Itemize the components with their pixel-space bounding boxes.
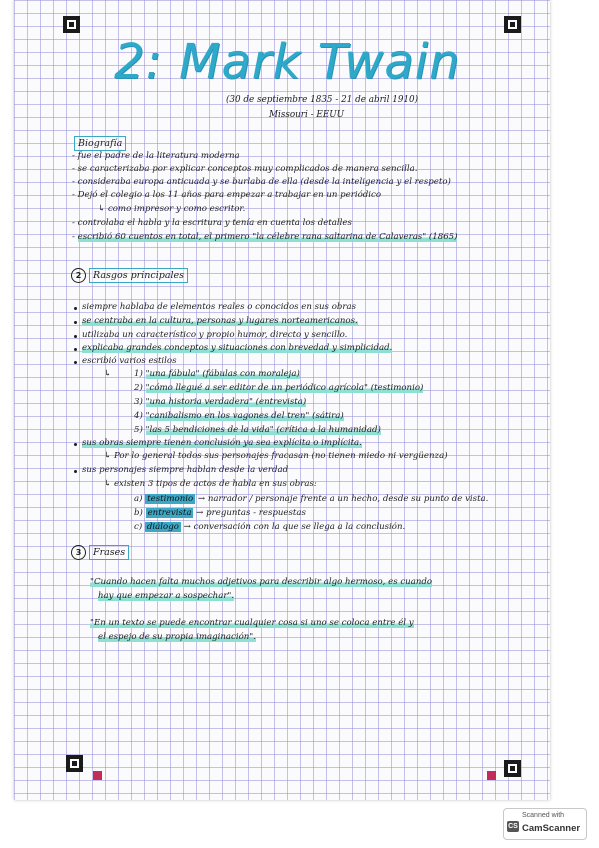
- bullet: [74, 361, 77, 364]
- style-example: "cómo llegué a ser editor de un periódico agrícola" (testimonio): [145, 383, 424, 393]
- corner-marker-top-left: [63, 16, 80, 33]
- speech-act-desc: preguntas - respuestas: [206, 508, 306, 518]
- place: Missouri - EEUU: [269, 110, 345, 120]
- speech-act-desc: narrador / personaje frente a un hecho, desde su punto de vista.: [207, 494, 489, 504]
- camscanner-logo-icon: CS: [508, 823, 518, 830]
- dates: (30 de septiembre 1835 - 21 de abril 1910): [226, 95, 419, 105]
- rasgo-item: Por lo general todos sus personajes fracasan (no tienen miedo ni vergüenza): [113, 451, 448, 461]
- bullet: [74, 348, 77, 351]
- section-heading-rasgos: Rasgos principales: [89, 268, 188, 283]
- bullet: [74, 335, 77, 338]
- corner-marker-top-right: [504, 16, 521, 33]
- bio-item: controlaba el habla y la escritura y tenía en cuenta los detalles: [77, 218, 352, 228]
- pink-dot-right: [487, 771, 496, 780]
- quote-1-line-1: "Cuando hacen falta muchos adjetivos para describir algo hermoso, es cuando: [90, 577, 433, 587]
- speech-act-desc: conversación con la que se llega a la conclusión.: [193, 522, 406, 532]
- rasgo-item: sus obras siempre tienen conclusión ya sea explícita o implícita.: [82, 438, 362, 448]
- camscanner-watermark: [503, 808, 587, 840]
- list-marker: 3): [134, 397, 143, 407]
- style-example: "una historia verdadera" (entrevista): [145, 397, 307, 407]
- quote-2-line-1: "En un texto se puede encontrar cualquier cosa si uno se coloca entre él y: [90, 618, 414, 628]
- corner-marker-bottom-left: [66, 755, 83, 772]
- page-title: 2: Mark Twain: [114, 34, 461, 90]
- notebook-page: 2: Mark Twain (30 de septiembre 1835 - 21 de abril 1910) Missouri - EEUU Biografía - fue el padre de la literatura moderna - se caracterizaba por explicar conceptos muy complicados de manera sencilla. - consideraba europa anticuada y se burlaba de ella (desde la inteligencia y el respeto) - Dejó el colegio a los 11 años para empezar a trabajar en un periódico ↳ como impresor y como escritor. - controlaba el habla y la escritura y tenía en cuenta los detalles - escribió 60 cuentos en total, el primero "la célebre rana saltarina de Calaveras" (1865) 2 Rasgos principales siempre hablaba de elementos reales o conocidos en sus obras se centraba en la cultura, personas y lugares norteamericanos. utilizaba un característico y propio humor, directo y sencillo. explicaba grandes conceptos y situaciones con brevedad y simplicidad. escribió varios estilos ↳ 1) "una fábula" (fábulas con moraleja) 2) "cómo llegué a ser editor de un periódico agrícola" (testimonio) 3) "una historia verdadera" (entrevista) 4) "canibalismo en los vagones del tren" (sátira) 5) "las 5 bendiciones de la vida" (crítica a la humanidad) sus obras siempre tienen conclusión ya sea explícita o implícita. ↳ Por lo general todos sus personajes fracasan (no tienen miedo ni vergüenza) sus personajes siempre hablan desde la verdad ↳ existen 3 tipos de actos de habla en sus obras: a) testimonio → narrador / personaje frente a un hecho, desde su punto de vista. b) entrevista → preguntas - respuestas c) diálogo → conversación con la que se llega a la conclusión. 3 Frases "Cuando hacen falta muchos adjetivos para describir algo hermoso, es cuando hay que empezar a sospechar". "En un texto se puede encontrar cualquier cosa si uno se coloca entre él y el espejo de su propia imaginación".: [14, 0, 550, 800]
- speech-act-type: entrevista: [147, 508, 192, 518]
- bullet: [74, 321, 77, 324]
- list-marker: b): [134, 508, 143, 518]
- list-marker: 5): [134, 425, 143, 435]
- quote-1-line-2: hay que empezar a sospechar".: [98, 591, 235, 601]
- speech-act-type: diálogo: [146, 522, 179, 532]
- bio-item: fue el padre de la literatura moderna: [77, 151, 240, 161]
- section-number-2: 2: [71, 268, 86, 283]
- section-heading-frases: Frases: [89, 545, 129, 560]
- bullet: [74, 470, 77, 473]
- style-example: "canibalismo en los vagones del tren" (sátira): [145, 411, 344, 421]
- watermark-line-2: CamScanner: [522, 823, 581, 834]
- style-example: "las 5 bendiciones de la vida" (crítica a la humanidad): [145, 425, 381, 435]
- rasgo-item: utilizaba un característico y propio humor, directo y sencillo.: [82, 330, 348, 340]
- list-marker: 4): [134, 411, 143, 421]
- pink-dot-left: [93, 771, 102, 780]
- quote-2-line-2: el espejo de su propia imaginación".: [98, 632, 256, 642]
- watermark-line-1: Scanned with: [522, 812, 565, 819]
- rasgo-item: existen 3 tipos de actos de habla en sus obras:: [113, 479, 317, 489]
- list-marker: a): [134, 494, 143, 504]
- bio-item: consideraba europa anticuada y se burlaba de ella (desde la inteligencia y el respeto): [77, 177, 451, 187]
- style-example: "una fábula" (fábulas con moraleja): [145, 369, 300, 379]
- rasgo-item: siempre hablaba de elementos reales o conocidos en sus obras: [82, 302, 357, 312]
- rasgo-item: sus personajes siempre hablan desde la verdad: [82, 465, 289, 475]
- bullet: [74, 307, 77, 310]
- corner-marker-bottom-right: [504, 760, 521, 777]
- bio-item: Dejó el colegio a los 11 años para empezar a trabajar en un periódico: [77, 190, 381, 200]
- rasgo-item: escribió varios estilos: [82, 356, 177, 366]
- section-number-3: 3: [71, 545, 86, 560]
- section-heading-biografia: Biografía: [74, 136, 126, 151]
- bullet: [74, 443, 77, 446]
- rasgo-item: se centraba en la cultura, personas y lugares norteamericanos.: [82, 316, 358, 326]
- list-marker: 1): [134, 369, 143, 379]
- list-marker: c): [134, 522, 143, 532]
- bio-item: escribió 60 cuentos en total, el primero "la célebre rana saltarina de Calaveras" (1865): [77, 232, 458, 242]
- bio-item: como impresor y como escritor.: [107, 204, 246, 214]
- list-marker: 2): [134, 383, 143, 393]
- rasgo-item: explicaba grandes conceptos y situaciones con brevedad y simplicidad.: [82, 343, 393, 353]
- bio-item: se caracterizaba por explicar conceptos muy complicados de manera sencilla.: [77, 164, 418, 174]
- speech-act-type: testimonio: [147, 494, 194, 504]
